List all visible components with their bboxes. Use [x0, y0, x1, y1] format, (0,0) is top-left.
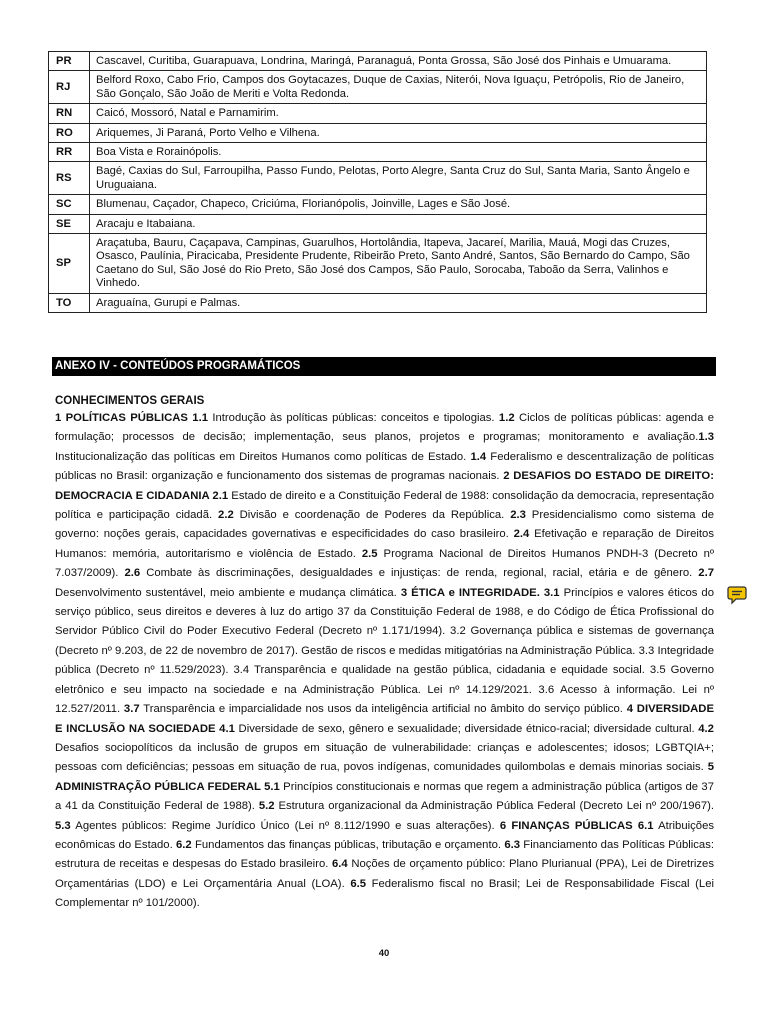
syllabus-topic-text: Princípios constitucionais e normas que regem a administração pública (artigos de 37 a 41 da Constituição Federal de 1988). — [55, 780, 714, 813]
state-code-cell: RO — [49, 123, 90, 142]
syllabus-topic-number: 4.2 — [698, 722, 714, 735]
cities-cell: Belford Roxo, Cabo Frio, Campos dos Goytacazes, Duque de Caxias, Niterói, Nova Iguaçu, Petrópolis, Rio de Janeiro, São Gonçalo, São João de Meriti e Volta Redonda. — [90, 71, 707, 104]
comment-icon-graphic — [727, 585, 747, 605]
syllabus-topic-text: Introdução às políticas públicas: conceitos e tipologias. — [208, 412, 499, 424]
syllabus-topic-number: 3 ÉTICA e INTEGRIDADE. 3.1 — [400, 586, 560, 599]
syllabus-topic-number: 2.5 — [361, 547, 378, 560]
table-row — [49, 123, 707, 142]
syllabus-topic-text: Federalismo e descentralização de políticas públicas no Brasil: organização e funcionamento dos sistemas de programas nacionais. — [55, 450, 714, 483]
syllabus-topic-text: Agentes públicos: Regime Jurídico Único (Lei nº 8.112/1990 e suas alterações). — [70, 819, 500, 832]
table-row — [49, 104, 707, 123]
syllabus-topic-number: 1.3 — [698, 431, 714, 444]
state-code-cell: SC — [49, 195, 90, 214]
syllabus-topic-text: Combate às discriminações, desigualdades e injustiças: de renda, regional, racial, etária e de gênero. — [140, 567, 699, 580]
syllabus-topic-text: Princípios e valores éticos do serviço público, seus direitos e deveres à luz do artigo 37 da Constituição Federal de 1988, e do Código de Ética Profissional do Servidor Público Civil do Poder Executivo Federal (Decreto nº 1.171/1994). 3.2 Governança pública e sistemas de governança (Decreto nº 9.203, de 22 de novembro de 2017). Gestão de riscos e medidas mitigatórias na Administração Pública. 3.3 Integridade pública (Decreto nº 11.529/2023). 3.4 Transparência e qualidade na gestão pública, cidadania e equidade social. 3.5 Governo eletrônico e seu impacto na sociedade e na Administração Pública. Lei nº 14.129/2021. 3.6 Acesso à informação. Lei nº 12.527/2011. — [55, 586, 714, 716]
syllabus-topic-text: Efetivação e reparação de Direitos Humanos: memória, autoritarismo e violência de Estado. — [55, 528, 714, 560]
page-number: 40 — [378, 948, 390, 959]
state-code-cell: RR — [49, 143, 90, 162]
states-table-body — [49, 52, 707, 313]
state-code-cell: PR — [49, 52, 90, 71]
state-code-cell: SP — [49, 234, 90, 294]
syllabus-topic-number: 6 FINANÇAS PÚBLICAS 6.1 — [499, 819, 654, 832]
cities-cell: Boa Vista e Rorainópolis. — [90, 143, 707, 162]
syllabus-topic-number: 5.3 — [55, 819, 71, 832]
syllabus-topic-text: Institucionalização das políticas em Direitos Humanos como políticas de Estado. — [55, 450, 471, 463]
cities-cell: Araçatuba, Bauru, Caçapava, Campinas, Guarulhos, Hortolândia, Itapeva, Jacareí, Marilia, Mauá, Mogi das Cruzes, Osasco, Paulínia, Piracicaba, Presidente Prudente, Ribeirão Preto, Santo André, Santos, São Bernardo do Campo, São Caetano do Sul, São José do Rio Preto, São José dos Campos, São Paulo, Sorocaba, Taboão da Serra, Valinhos e Vinhedo. — [90, 234, 707, 294]
syllabus-topic-text: Federalismo fiscal no Brasil; Lei de Responsabilidade Fiscal (Lei Complementar nº 101/2000). — [55, 877, 714, 910]
syllabus-text — [55, 409, 714, 914]
state-code-cell: RJ — [49, 71, 90, 104]
syllabus-topic-text: Transparência e imparcialidade nos usos da inteligência artificial no âmbito do serviço público. — [139, 703, 627, 716]
syllabus-topic-text: Programa Nacional de Direitos Humanos PNDH-3 (Decreto nº 7.037/2009). — [55, 547, 714, 580]
cities-cell: Cascavel, Curitiba, Guarapuava, Londrina, Maringá, Paranaguá, Ponta Grossa, São José dos Pinhais e Umuarama. — [90, 52, 707, 71]
syllabus-topic-number: 2.4 — [513, 528, 530, 541]
state-code-cell: RN — [49, 104, 90, 123]
syllabus-topic-number: 5.2 — [258, 800, 275, 813]
syllabus-topic-number: 6.5 — [350, 877, 367, 890]
syllabus-topic-text: Atribuições econômicas do Estado. — [55, 819, 714, 851]
cities-cell: Araguaína, Gurupi e Palmas. — [90, 293, 707, 312]
table-row — [49, 234, 707, 294]
table-row — [49, 52, 707, 71]
syllabus-topic-text: Desafios sociopolíticos da inclusão de grupos em situação de vulnerabilidade: crianças e adolescentes; idosos; LGBTQIA+; pessoas com deficiências; pessoas em situação de rua, povos indígenas, comunidades quilombolas e demais minorias sociais. — [55, 741, 714, 774]
cities-cell: Blumenau, Caçador, Chapeco, Criciúma, Florianópolis, Joinville, Lages e São José. — [90, 195, 707, 214]
syllabus-topic-number: 2.6 — [124, 567, 141, 580]
syllabus-topic-number: 3.7 — [123, 703, 140, 716]
state-code-cell: RS — [49, 162, 90, 195]
states-cities-table — [48, 51, 707, 313]
cities-cell: Ariquemes, Ji Paraná, Porto Velho e Vilhena. — [90, 123, 707, 142]
syllabus-topic-text: Noções de orçamento público: Plano Plurianual (PPA), Lei de Diretrizes Orçamentárias (LDO) e Lei Orçamentária Anual (LOA). — [55, 858, 714, 890]
annex-title-bar: ANEXO IV - CONTEÚDOS PROGRAMÁTICOS — [52, 357, 716, 376]
syllabus-topic-number: 2.7 — [698, 567, 714, 580]
table-row — [49, 162, 707, 195]
syllabus-topic-text: Presidencialismo como sistema de governo: noções gerais, capacidades governativas e especificidades do caso brasileiro. — [55, 509, 715, 541]
syllabus-topic-number: 1 POLÍTICAS PÚBLICAS 1.1 — [55, 412, 208, 424]
syllabus-topic-text: Financiamento das Políticas Públicas: estrutura de receitas e despesas do Estado brasileiro. — [55, 838, 714, 871]
syllabus-topic-text: Desenvolvimento sustentável, meio ambiente e mudança climática. — [55, 586, 401, 599]
syllabus-topic-number: 6.2 — [176, 838, 192, 851]
syllabus-topic-text: Diversidade de sexo, gênero e sexualidade; diversidade étnico-racial; diversidade cultural. — [234, 722, 699, 735]
cities-cell: Caicó, Mossoró, Natal e Parnamirim. — [90, 104, 707, 123]
section-heading: CONHECIMENTOS GERAIS — [55, 395, 205, 407]
cities-cell: Aracaju e Itabaiana. — [90, 214, 707, 233]
table-row — [49, 195, 707, 214]
syllabus-topic-number: 6.3 — [504, 838, 521, 851]
state-code-cell: SE — [49, 214, 90, 233]
table-row — [49, 71, 707, 104]
syllabus-topic-number: 2.2 — [218, 509, 234, 522]
syllabus-topic-number: 2 DESAFIOS DO ESTADO DE DIREITO: DEMOCRACIA E CIDADANIA 2.1 — [55, 470, 714, 502]
syllabus-topic-number: 1.4 — [470, 450, 487, 463]
syllabus-topic-text: Ciclos de políticas públicas: agenda e formulação; processos de decisão; implementação, seus planos, projetos e programas; monitoramento e avaliação. — [55, 412, 714, 444]
table-row — [49, 293, 707, 312]
table-row — [49, 214, 707, 233]
syllabus-topic-text: Fundamentos das finanças públicas, tributação e orçamento. — [191, 838, 505, 851]
comment-icon[interactable] — [727, 585, 747, 605]
syllabus-topic-number: 5 ADMINISTRAÇÃO PÚBLICA FEDERAL 5.1 — [55, 761, 714, 793]
state-code-cell: TO — [49, 293, 90, 312]
syllabus-topic-text: Estado de direito e a Constituição Federal de 1988: consolidação da democracia, representação política e participação cidadã. — [55, 489, 714, 522]
cities-cell: Bagé, Caxias do Sul, Farroupilha, Passo Fundo, Pelotas, Porto Alegre, Santa Cruz do Sul, Santa Maria, Santo Ângelo e Uruguaiana. — [90, 162, 707, 195]
syllabus-topic-number: 4 DIVERSIDADE E INCLUSÃO NA SOCIEDADE 4.1 — [55, 703, 714, 735]
syllabus-topic-text: Estrutura organizacional da Administração Pública Federal (Decreto Lei nº 200/1967). — [274, 800, 715, 813]
syllabus-topic-number: 6.4 — [332, 858, 348, 871]
syllabus-topic-text: Divisão e coordenação de Poderes da República. — [233, 509, 511, 522]
table-row — [49, 143, 707, 162]
syllabus-topic-number: 2.3 — [510, 509, 526, 522]
syllabus-topic-number: 1.2 — [498, 412, 515, 424]
